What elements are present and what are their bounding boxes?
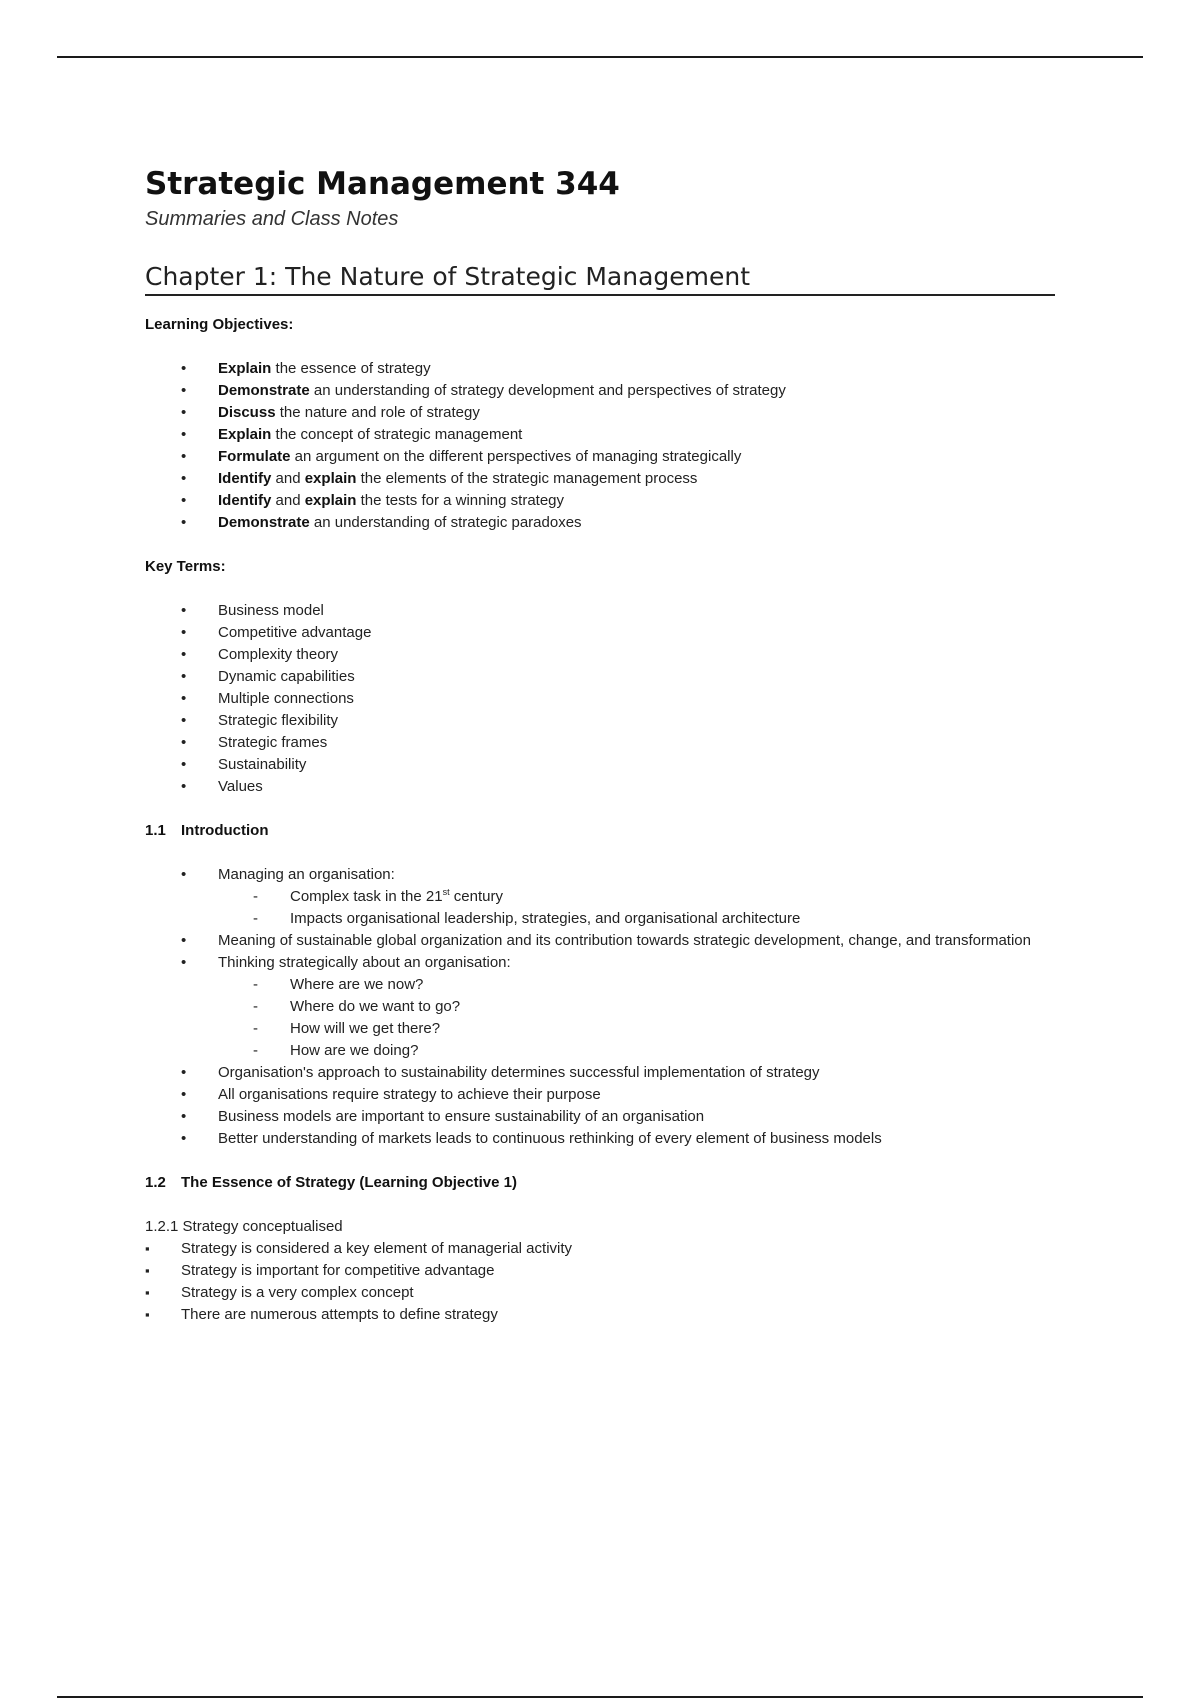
objective-verb: Demonstrate xyxy=(218,514,310,531)
objective-verb: Identify xyxy=(218,492,272,509)
bullet-icon: • xyxy=(181,690,187,707)
list-item-text: Strategy is important for competitive advantage xyxy=(181,1262,495,1279)
learning-objectives-label: Learning Objectives: xyxy=(145,316,294,333)
objective-verb: Explain xyxy=(218,360,272,377)
bullet-icon: • xyxy=(181,866,187,883)
sub-list-item xyxy=(145,974,1055,996)
list-item xyxy=(145,446,1055,468)
list-item xyxy=(145,1282,1055,1304)
section-title: Introduction xyxy=(181,822,269,839)
sub-list-item xyxy=(145,1040,1055,1062)
sub-list-item xyxy=(145,996,1055,1018)
list-item xyxy=(145,512,1055,534)
bullet-icon: • xyxy=(181,668,187,685)
list-item-text: Better understanding of markets leads to continuous rethinking of every element of business models xyxy=(218,1130,882,1147)
key-term: Sustainability xyxy=(218,756,307,773)
list-item xyxy=(145,930,1055,952)
list-item xyxy=(145,1084,1055,1106)
document-title: Strategic Management 344 xyxy=(145,166,620,202)
square-bullet-icon: ▪ xyxy=(145,1285,150,1300)
dash-icon: - xyxy=(253,1042,258,1059)
list-item xyxy=(145,644,1055,666)
bullet-icon: • xyxy=(181,954,187,971)
list-item xyxy=(145,622,1055,644)
bullet-icon: • xyxy=(181,426,187,443)
objective-connector: and xyxy=(271,470,305,487)
list-item xyxy=(145,1304,1055,1326)
bullet-icon: • xyxy=(181,778,187,795)
list-item-text: Managing an organisation: xyxy=(218,866,395,883)
bullet-icon: • xyxy=(181,404,187,421)
bullet-icon: • xyxy=(181,360,187,377)
list-item xyxy=(145,1128,1055,1150)
list-item xyxy=(145,424,1055,446)
list-item-text: Where do we want to go? xyxy=(290,998,461,1015)
list-item xyxy=(145,1260,1055,1282)
document-subtitle: Summaries and Class Notes xyxy=(145,208,399,230)
objective-text: an argument on the different perspectives of managing strategically xyxy=(290,448,742,465)
square-bullet-icon: ▪ xyxy=(145,1307,150,1322)
sub-list-item xyxy=(145,908,1055,930)
learning-objectives-list xyxy=(145,358,1055,534)
list-item xyxy=(145,490,1055,512)
list-item-text: Organisation's approach to sustainability determines successful implementation of strategy xyxy=(218,1064,820,1081)
bullet-icon: • xyxy=(181,734,187,751)
section-number: 1.1 xyxy=(145,822,166,839)
bullet-icon: • xyxy=(181,932,187,949)
sub-list-item xyxy=(145,886,1055,908)
objective-verb: explain xyxy=(304,492,357,509)
list-item-text: How will we get there? xyxy=(290,1020,441,1037)
objective-text: the nature and role of strategy xyxy=(275,404,480,421)
key-term: Values xyxy=(218,778,263,795)
bullet-icon: • xyxy=(181,1130,187,1147)
objective-verb: Identify xyxy=(218,470,272,487)
list-item-text: Impacts organisational leadership, strategies, and organisational architecture xyxy=(290,910,801,927)
list-item-text: All organisations require strategy to achieve their purpose xyxy=(218,1086,601,1103)
bullet-icon: • xyxy=(181,602,187,619)
list-item xyxy=(145,688,1055,710)
bullet-icon: • xyxy=(181,1086,187,1103)
list-item-text: How are we doing? xyxy=(290,1042,419,1059)
objective-verb: Formulate xyxy=(218,448,291,465)
list-item-text: Meaning of sustainable global organization and its contribution towards strategic development, change, and transformation xyxy=(218,932,1031,949)
strategy-conceptualised-list xyxy=(145,1238,1055,1326)
header-rule xyxy=(57,56,1143,58)
key-term: Business model xyxy=(218,602,324,619)
objective-verb: explain xyxy=(304,470,357,487)
list-item xyxy=(145,402,1055,424)
bullet-icon: • xyxy=(181,1108,187,1125)
superscript: st xyxy=(442,887,450,897)
list-item xyxy=(145,380,1055,402)
key-terms-list xyxy=(145,600,1055,798)
list-item xyxy=(145,776,1055,798)
introduction-list xyxy=(145,864,1055,1150)
dash-icon: - xyxy=(253,976,258,993)
list-item-text: Where are we now? xyxy=(290,976,424,993)
list-item xyxy=(145,952,1055,974)
section-number: 1.2 xyxy=(145,1174,166,1191)
list-item xyxy=(145,864,1055,886)
list-item xyxy=(145,754,1055,776)
key-term: Dynamic capabilities xyxy=(218,668,355,685)
bullet-icon: • xyxy=(181,514,187,531)
key-term: Strategic flexibility xyxy=(218,712,339,729)
list-item xyxy=(145,600,1055,622)
dash-icon: - xyxy=(253,910,258,927)
list-item-text: Strategy is a very complex concept xyxy=(181,1284,414,1301)
list-item xyxy=(145,468,1055,490)
dash-icon: - xyxy=(253,888,258,905)
list-item xyxy=(145,358,1055,380)
list-item xyxy=(145,1062,1055,1084)
subsection-heading: 1.2.1 Strategy conceptualised xyxy=(145,1218,343,1235)
objective-verb: Demonstrate xyxy=(218,382,310,399)
square-bullet-icon: ▪ xyxy=(145,1263,150,1278)
list-item-text: Strategy is considered a key element of managerial activity xyxy=(181,1240,573,1257)
objective-verb: Explain xyxy=(218,426,272,443)
key-term: Multiple connections xyxy=(218,690,354,707)
objective-verb: Discuss xyxy=(218,404,276,421)
bullet-icon: • xyxy=(181,492,187,509)
key-term: Strategic frames xyxy=(218,734,328,751)
key-terms-label: Key Terms: xyxy=(145,558,226,575)
objective-text: the concept of strategic management xyxy=(271,426,523,443)
list-item xyxy=(145,710,1055,732)
section-heading-1-1 xyxy=(145,820,1055,842)
list-item-text: There are numerous attempts to define strategy xyxy=(181,1306,498,1323)
list-item-text: Complex task in the 21 xyxy=(290,888,443,905)
document-page xyxy=(145,166,1055,1326)
list-item xyxy=(145,1238,1055,1260)
bullet-icon: • xyxy=(181,646,187,663)
section-heading-1-2 xyxy=(145,1172,1055,1194)
dash-icon: - xyxy=(253,1020,258,1037)
objective-text: the essence of strategy xyxy=(271,360,431,377)
bullet-icon: • xyxy=(181,382,187,399)
dash-icon: - xyxy=(253,998,258,1015)
list-item-text: Thinking strategically about an organisation: xyxy=(218,954,511,971)
chapter-heading: Chapter 1: The Nature of Strategic Management xyxy=(145,262,1055,296)
objective-text: an understanding of strategic paradoxes xyxy=(309,514,582,531)
bullet-icon: • xyxy=(181,470,187,487)
section-title: The Essence of Strategy (Learning Objective 1) xyxy=(181,1174,517,1191)
objective-text: the elements of the strategic management process xyxy=(356,470,698,487)
bullet-icon: • xyxy=(181,624,187,641)
objective-text: the tests for a winning strategy xyxy=(356,492,565,509)
objective-text: an understanding of strategy development and perspectives of strategy xyxy=(309,382,786,399)
list-item xyxy=(145,1106,1055,1128)
list-item xyxy=(145,732,1055,754)
bullet-icon: • xyxy=(181,448,187,465)
bullet-icon: • xyxy=(181,712,187,729)
list-item xyxy=(145,666,1055,688)
key-term: Complexity theory xyxy=(218,646,339,663)
objective-connector: and xyxy=(271,492,305,509)
key-term: Competitive advantage xyxy=(218,624,372,641)
square-bullet-icon: ▪ xyxy=(145,1241,150,1256)
footer-rule xyxy=(57,1696,1143,1698)
bullet-icon: • xyxy=(181,756,187,773)
list-item-text: century xyxy=(449,888,503,905)
bullet-icon: • xyxy=(181,1064,187,1081)
sub-list-item xyxy=(145,1018,1055,1040)
list-item-text: Business models are important to ensure sustainability of an organisation xyxy=(218,1108,705,1125)
